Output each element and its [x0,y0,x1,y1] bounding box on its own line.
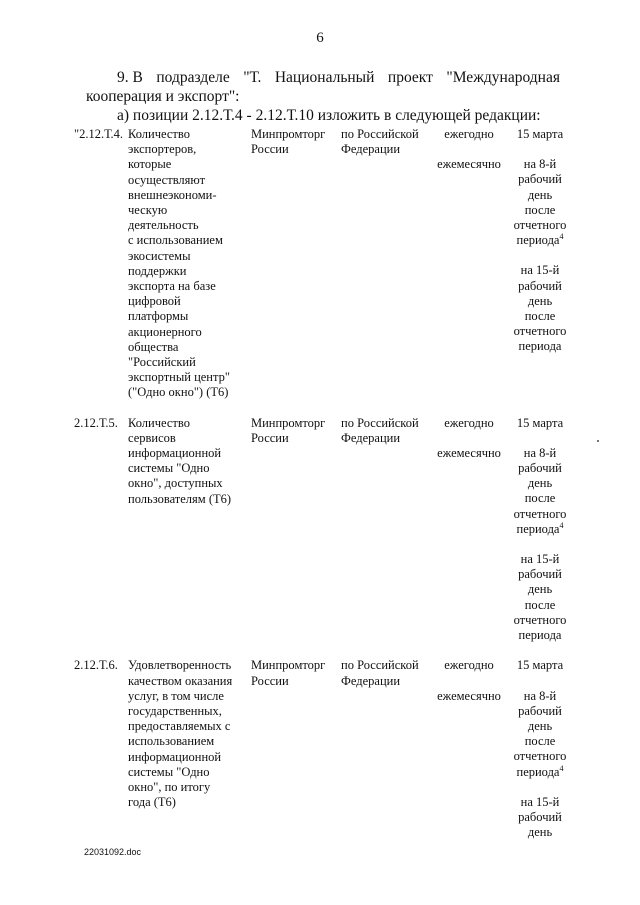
deadline-line-text: периода [516,764,560,779]
indicator-name-line: Количество [128,127,190,141]
agency-line: Минпромторг [251,127,326,141]
indicator-name-line: с использованием [128,233,223,248]
indicator-name-line: которые [128,157,172,172]
deadline-monthly-second [505,552,575,643]
indicator-name-line: государственных, [128,703,222,718]
indicator-name-line: цифровой [128,294,181,309]
deadline-line-text: рабочий [518,461,562,476]
indicator-name-line: пользователям (Т6) [128,491,232,506]
deadline-line [505,157,575,172]
agency-line: России [251,142,289,157]
scope-line: по Российской [341,658,419,673]
indicator-name-line: системы "Одно [128,461,210,476]
agency-line: России [251,430,289,445]
indicator-code: "2.12.Т.4. [74,127,123,141]
intro-line-1 [86,68,560,87]
intro-word: Национальный [274,69,375,86]
footnote-marker: 4 [559,763,564,773]
document-filename: 22031092.doc [84,847,142,857]
indicator-name [128,127,251,401]
frequency-annual: ежегодно [444,127,494,141]
deadline-line-text: на 8-й [523,688,557,703]
territorial-scope [341,416,433,644]
deadline-line-text: отчетного [513,218,567,233]
indicator-code: 2.12.Т.6. [74,658,118,673]
deadline-line-text: периода [516,233,560,248]
table-row [74,658,574,840]
indicator-name-line: "Российский [128,355,196,370]
deadline-line: на 15-й [520,263,560,278]
indicator-name-line: экспортеров, [128,142,197,157]
intro-word: подразделе [156,69,230,86]
frequency-monthly: ежемесячно [437,157,501,172]
indicator-name-line: общества [128,339,179,354]
intro-line-2: кооперация и экспорт": [86,88,240,105]
deadline-line: после [524,309,556,324]
indicator-table [74,127,574,840]
deadline-line [505,476,575,491]
indicator-name-line: платформы [128,309,189,324]
deadline-line [505,749,575,764]
deadline-line [505,704,575,719]
deadline-cell [505,658,575,840]
intro-paragraph [86,68,560,125]
indicator-name-line: окно", доступных [128,476,223,491]
deadline-line [505,203,575,218]
deadline-line-text: рабочий [518,703,562,718]
indicator-name-line: экспортный центр" [128,370,230,385]
deadline-line [505,218,575,233]
footnote-marker: 4 [559,232,564,242]
intro-word: "Т. [243,69,262,86]
deadline-line [505,461,575,476]
deadline-line [505,522,575,537]
deadline-line-text: рабочий [518,172,562,187]
indicator-name [128,658,251,840]
deadline-line-text: отчетного [513,506,567,521]
indicator-name-line: сервисов [128,430,176,445]
scan-speck [597,440,599,442]
deadline-line [505,188,575,203]
deadline-annual: 15 марта [516,415,564,430]
indicator-name-line: ("Одно окно") (Т6) [128,385,229,400]
intro-word: "Международная [446,69,560,86]
deadline-cell [505,416,575,644]
deadline-line [505,491,575,506]
indicator-name-line: ческую [128,203,168,218]
deadline-line [505,689,575,704]
deadline-line [505,172,575,187]
frequency-monthly: ежемесячно [437,688,501,703]
indicator-name [128,416,251,644]
deadline-line: отчетного [513,612,567,627]
deadline-line [505,446,575,461]
indicator-name-line: предоставляемых с [128,719,231,734]
scope-line: Федерации [341,430,401,445]
deadline-line-text: на 8-й [523,157,557,172]
responsible-agency [251,658,341,840]
deadline-line: день [527,582,553,597]
table-row [74,127,574,401]
deadline-line [505,719,575,734]
agency-line: Минпромторг [251,415,326,430]
intro-word: 9. В [117,69,143,86]
intro-word: проект [387,69,433,86]
deadline-line [505,233,575,248]
deadline-monthly-first [505,689,575,780]
deadline-monthly-first [505,446,575,537]
frequency-cell [433,416,505,644]
deadline-line-text: отчетного [513,749,567,764]
scope-line: Федерации [341,142,401,157]
indicator-name-line: окно", по итогу [128,779,211,794]
deadline-line-text: на 8-й [523,445,557,460]
frequency-annual: ежегодно [444,415,494,430]
frequency-annual: ежегодно [444,658,494,673]
deadline-monthly-first [505,157,575,248]
indicator-name-line: качеством оказания [128,673,233,688]
deadline-line: периода [518,339,562,354]
deadline-line: день [527,293,553,308]
indicator-name-line: услуг, в том числе [128,688,224,703]
deadline-line: после [524,597,556,612]
indicator-name-line: поддержки [128,263,187,278]
indicator-name-line: деятельность [128,218,199,233]
deadline-line: на 15-й [520,552,560,567]
indicator-name-line: системы "Одно [128,764,210,779]
indicator-name-line: экспорта на базе [128,279,216,294]
deadline-cell [505,127,575,401]
deadline-line-text: день [527,718,553,733]
indicator-name-line: информационной [128,446,222,461]
deadline-line: рабочий [518,278,562,293]
indicator-name-line: осуществляют [128,172,206,187]
territorial-scope [341,658,433,840]
deadline-line: отчетного [513,324,567,339]
agency-line: Минпромторг [251,658,326,673]
deadline-line: периода [518,628,562,643]
responsible-agency [251,127,341,401]
deadline-line [505,734,575,749]
indicator-name-line: экосистемы [128,248,191,263]
deadline-monthly-second [505,263,575,354]
deadline-line-text: день [527,476,553,491]
scope-line: по Российской [341,127,419,141]
deadline-annual: 15 марта [516,127,564,141]
deadline-line [505,765,575,780]
deadline-monthly-second [505,795,575,841]
territorial-scope [341,127,433,401]
indicator-name-line: информационной [128,749,222,764]
indicator-name-line: Удовлетворенность [128,658,232,673]
page-number: 6 [316,30,324,46]
responsible-agency [251,416,341,644]
footnote-marker: 4 [559,520,564,530]
frequency-cell [433,658,505,840]
intro-line-3: а) позиции 2.12.Т.4 - 2.12.Т.10 изложить в следующей редакции: [117,107,541,124]
table-row [74,416,574,644]
deadline-line: рабочий [518,567,562,582]
indicator-name-line: использованием [128,734,215,749]
frequency-monthly: ежемесячно [437,445,501,460]
indicator-name-line: Количество [128,415,190,430]
indicator-code: 2.12.Т.5. [74,415,118,430]
deadline-line-text: периода [516,521,560,536]
deadline-line: рабочий [518,809,562,824]
deadline-line: день [527,825,553,840]
indicator-name-line: внешнеэкономи- [128,187,217,202]
deadline-line-text: день [527,187,553,202]
deadline-annual: 15 марта [516,658,564,673]
scope-line: Федерации [341,673,401,688]
indicator-name-line: акционерного [128,324,202,339]
deadline-line: на 15-й [520,794,560,809]
deadline-line-text: после [524,202,556,217]
deadline-line-text: после [524,491,556,506]
frequency-cell [433,127,505,401]
agency-line: России [251,673,289,688]
scope-line: по Российской [341,415,419,430]
deadline-line-text: после [524,734,556,749]
indicator-name-line: года (Т6) [128,795,176,810]
deadline-line [505,507,575,522]
